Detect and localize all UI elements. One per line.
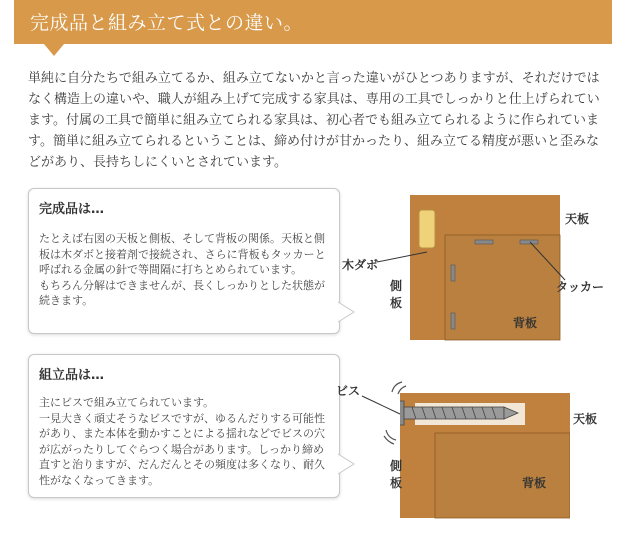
finished-tacker-label: タッカー	[556, 280, 605, 294]
finished-back-board-label: 背板	[513, 316, 538, 330]
assembled-bubble-tail	[332, 452, 356, 476]
finished-body: たとえば右図の天板と側板、そして背板の関係。天板と側板は木ダボと接着剤で接続され、さらに背板もタッカーと呼ばれる金属の針で等間隔に打ちとめられています。 もちろん分解はできませんが、長くしっかりとした状態が続きます。	[39, 232, 326, 307]
dowel-pointer	[375, 248, 435, 268]
tacker-staple	[451, 313, 455, 329]
assembled-back-board-label: 背板	[522, 476, 547, 490]
tacker-staple	[475, 240, 493, 244]
section-header	[14, 0, 612, 44]
finished-title: 完成品は…	[39, 202, 105, 217]
back-board	[435, 433, 570, 518]
finished-bubble-tail	[332, 300, 356, 324]
finished-bubble	[28, 188, 340, 334]
assembled-diagram	[400, 393, 570, 523]
section-title: 完成品と組み立て式との違い。	[30, 12, 304, 34]
assembled-top-board-label: 天板	[573, 412, 598, 426]
finished-top-board-label: 天板	[565, 212, 590, 226]
intro-paragraph: 単純に自分たちで組み立てるか、組み立てないかと言った違いがひとつありますが、それだけではなく構造上の違いや、職人が組み上げて完成する家具は、専用の工具でしっかりと仕上げられています。付属の工具で簡単に組み立てられる家具は、初心者でも組み立てられるように作られています。簡単に組み立てられるということは、締め付けが甘かったり、組み立てる精度が悪いと歪みなどがあり、長持ちしにくいとされています。	[28, 71, 600, 170]
assembled-screw-label: ビス	[336, 384, 361, 398]
wobble-icon	[382, 426, 402, 446]
header-pointer	[44, 44, 64, 56]
assembled-bubble	[28, 354, 340, 498]
finished-dowel-label: 木ダボ	[342, 258, 379, 272]
dowel	[419, 210, 435, 248]
tacker-staple	[451, 265, 455, 281]
assembled-body: 主にビスで組み立てられています。 一見大きく頑丈そうなビスですが、ゆるんだりする可能性があり、また本体を動かすことによる揺れなどでビスの穴が広がったりしてぐらつく場合があります。しっかり締め直すと治りますが、だんだんとその頻度は多くなり、耐久性がなくなってきます。	[39, 396, 325, 487]
wobble-icon	[388, 378, 408, 398]
assembled-title: 組立品は…	[39, 368, 105, 383]
assembled-side-board-label: 側 板	[390, 459, 403, 490]
finished-side-board-label: 側 板	[390, 279, 403, 310]
